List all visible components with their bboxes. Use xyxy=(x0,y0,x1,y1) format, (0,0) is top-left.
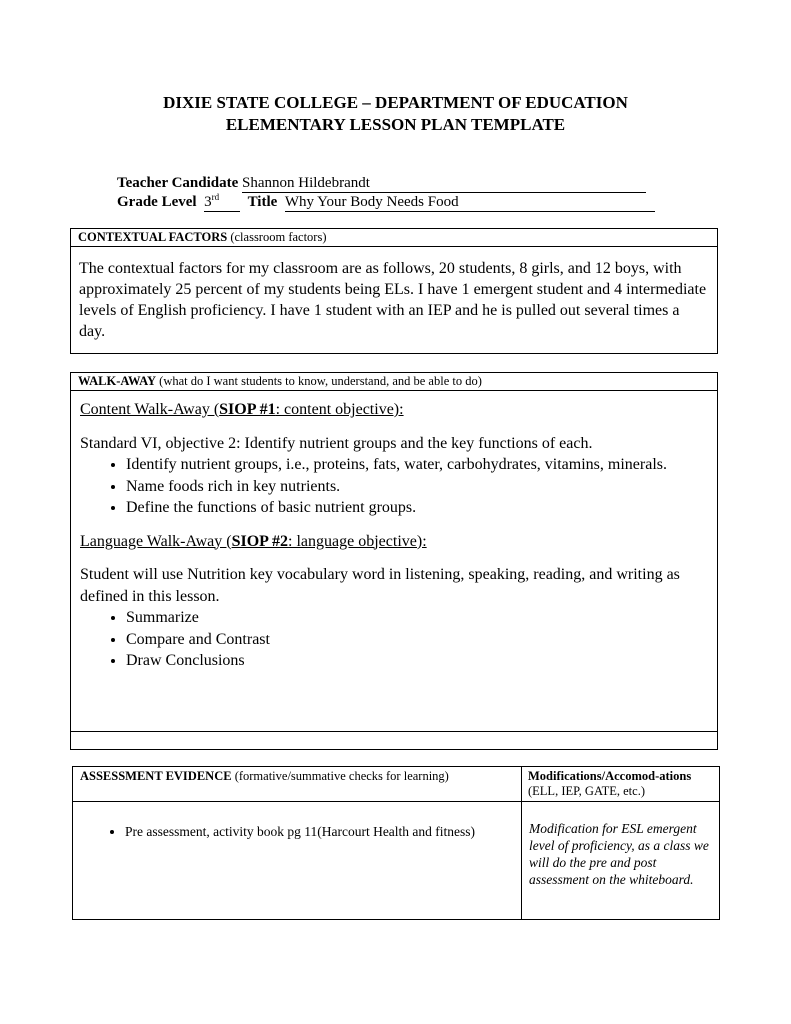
grade-level-label: Grade Level xyxy=(117,194,197,210)
grade-title-row xyxy=(117,192,655,212)
standard-text: Standard VI, objective 2: Identify nutrient groups and the key functions of each. xyxy=(80,434,593,452)
list-item: • Name foods rich in key nutrients. xyxy=(126,476,709,498)
language-walk-away-heading: Language Walk-Away (SIOP #2: language objective): xyxy=(80,532,427,550)
teacher-candidate-value: Shannon Hildebrandt xyxy=(242,175,646,193)
list-item: • Draw Conclusions xyxy=(126,650,709,672)
list-item: • Define the functions of basic nutrient groups. xyxy=(126,497,709,519)
contextual-factors-header: CONTEXTUAL FACTORS (classroom factors) xyxy=(71,229,717,247)
title-label: Title xyxy=(247,194,278,210)
content-objective-list xyxy=(80,454,709,519)
title-value: Why Your Body Needs Food xyxy=(285,194,655,212)
grade-level-value: 3rd xyxy=(204,192,240,212)
teacher-candidate-row xyxy=(117,175,646,193)
contextual-factors-box xyxy=(70,228,718,354)
language-intro-text: Student will use Nutrition key vocabulary word in listening, speaking, reading, and writing as defined in this lesson. xyxy=(80,566,680,605)
contextual-factors-text: The contextual factors for my classroom are as follows, 20 students, 8 girls, and 12 boys, with approximately 25 percent of my students being ELs. I have 1 emergent student and 4 intermediate levels of English proficiency. I have 1 student with an IEP and he is pulled out several times a day. xyxy=(79,260,707,340)
assessment-evidence-header: ASSESSMENT EVIDENCE (formative/summative checks for learning) xyxy=(80,769,449,783)
content-walk-away-heading: Content Walk-Away (SIOP #1: content objective): xyxy=(80,401,404,418)
assessment-cell xyxy=(73,823,513,840)
list-item: • Identify nutrient groups, i.e., proteins, fats, water, carbohydrates, vitamins, minerals. xyxy=(126,454,709,476)
walk-away-header: WALK-AWAY (what do I want students to know, understand, and be able to do) xyxy=(71,373,717,391)
column-divider xyxy=(521,767,522,919)
walk-away-footer-row xyxy=(71,731,717,749)
list-item: • Compare and Contrast xyxy=(126,629,709,651)
document-title-line1: DIXIE STATE COLLEGE – DEPARTMENT OF EDUCATION xyxy=(163,93,628,112)
list-item: • Summarize xyxy=(126,607,709,629)
assessment-evidence-table xyxy=(72,766,720,920)
walk-away-body xyxy=(71,391,717,732)
teacher-candidate-label: Teacher Candidate xyxy=(117,175,239,191)
walk-away-box xyxy=(70,372,718,750)
list-item: • Pre assessment, activity book pg 11(Harcourt Health and fitness) xyxy=(125,823,513,840)
modification-cell: Modification for ESL emergent level of proficiency, as a class we will do the pre and post assessment on the whiteboard. xyxy=(529,821,709,887)
language-objective-list xyxy=(80,607,709,672)
modifications-header: Modifications/Accomod-ations (ELL, IEP, GATE, etc.) xyxy=(528,769,692,798)
document-title-line2: ELEMENTARY LESSON PLAN TEMPLATE xyxy=(225,115,566,134)
